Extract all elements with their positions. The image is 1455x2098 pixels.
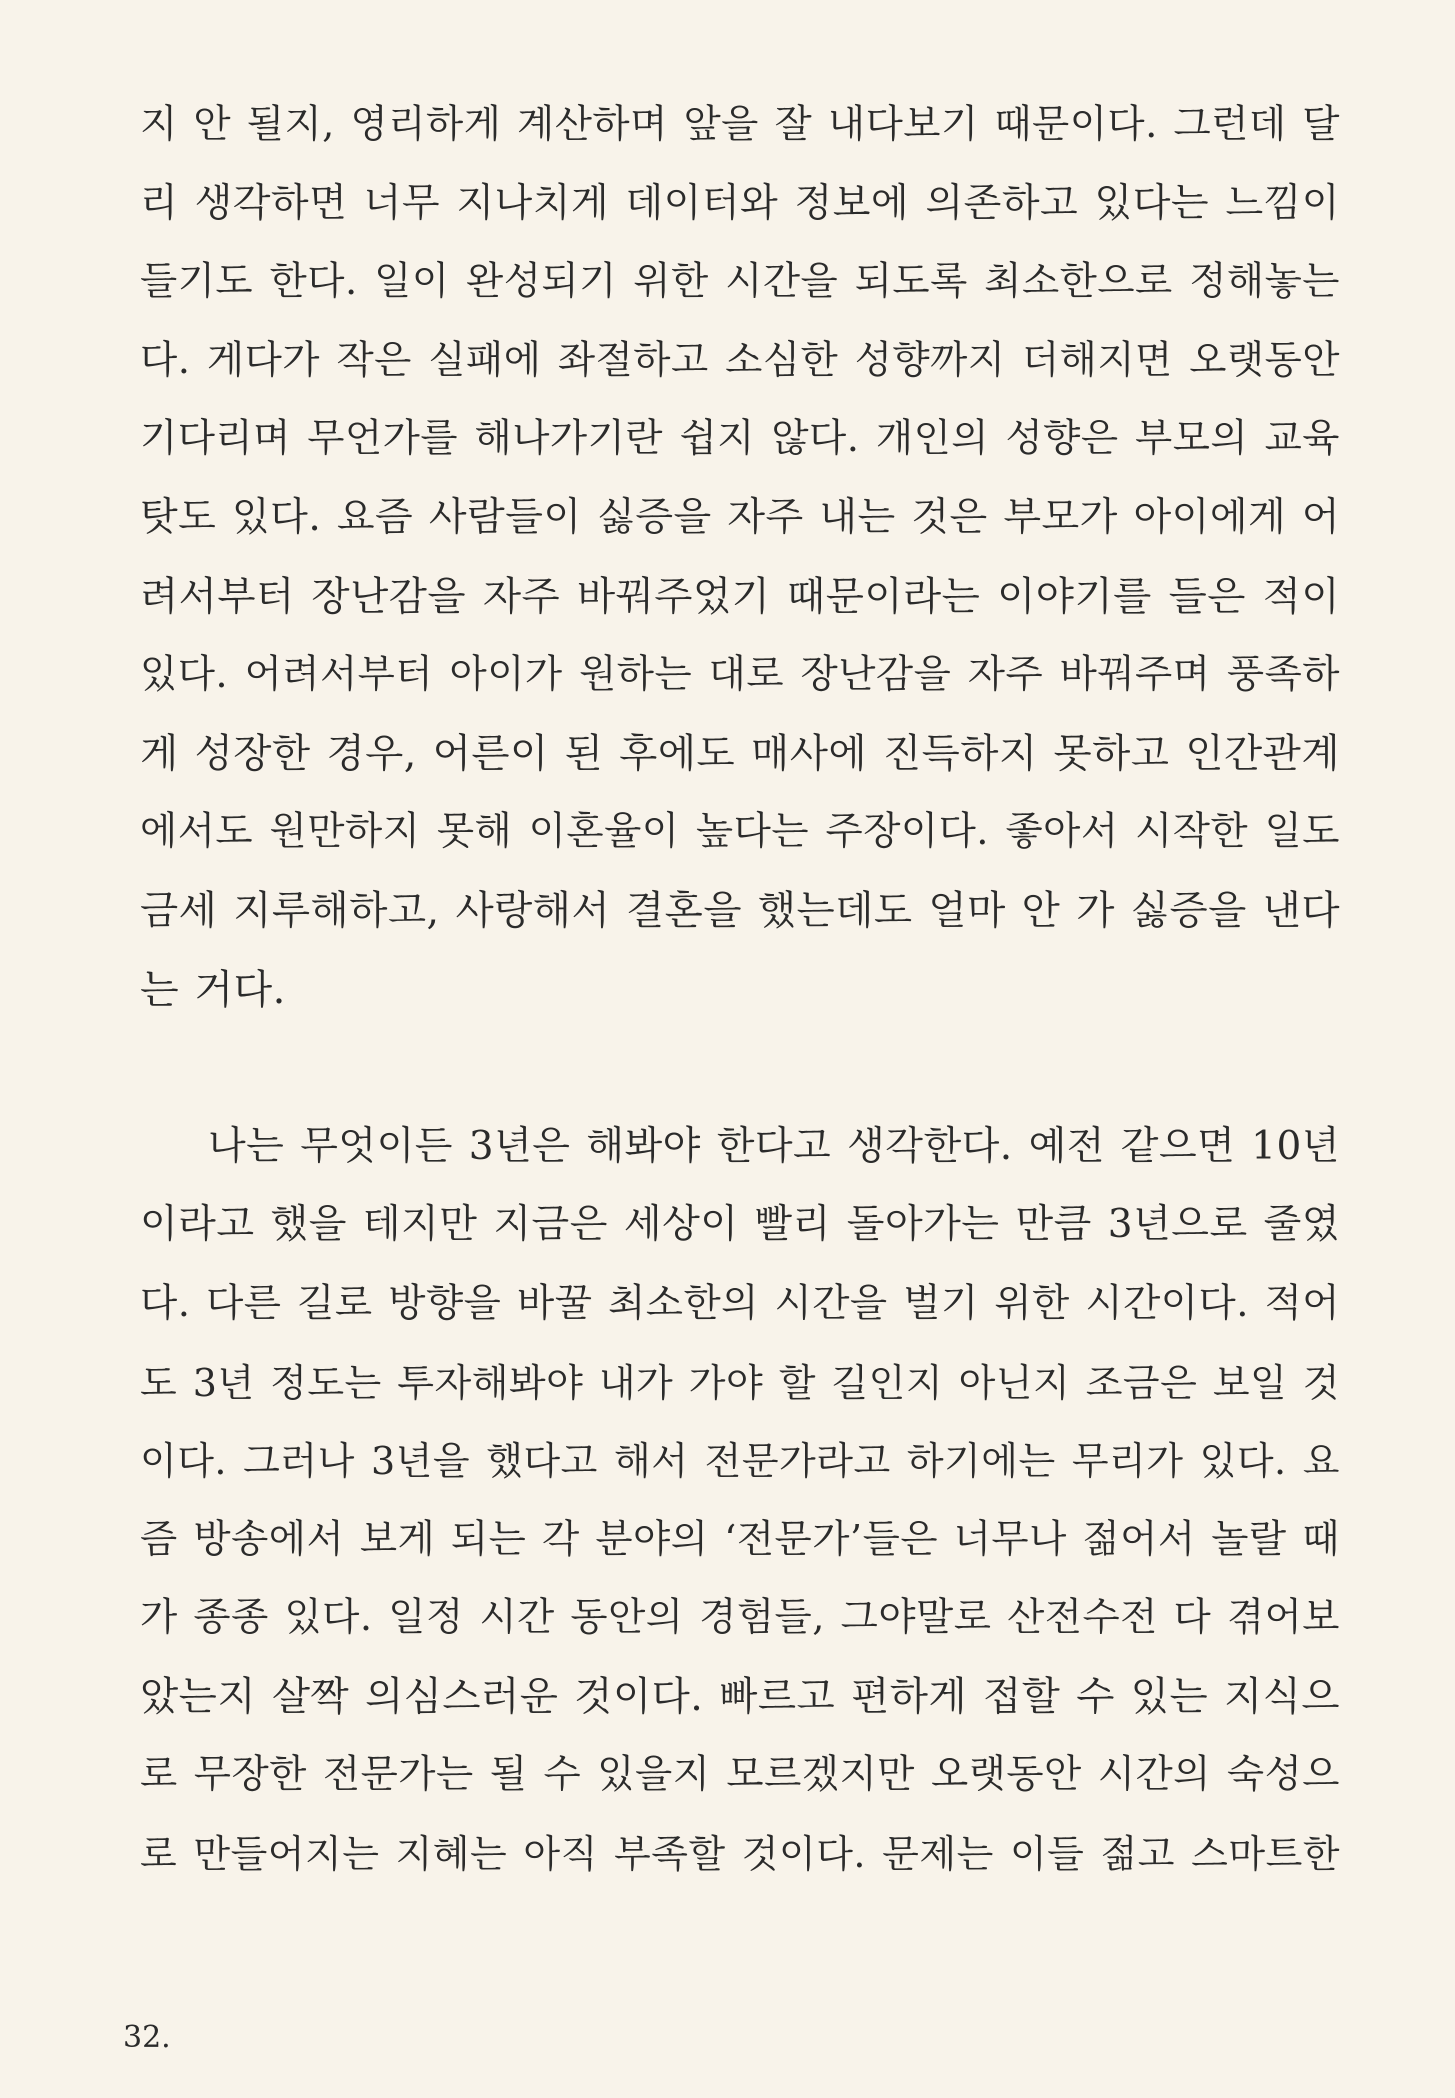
text-line: 탓도 있다. 요즘 사람들이 싫증을 자주 내는 것은 부모가 아이에게 어	[140, 494, 1340, 540]
text-line: 는 거다.	[140, 966, 286, 1013]
text-line: 이라고 했을 테지만 지금은 세상이 빨리 돌아가는 만큼 3년으로 줄였	[140, 1202, 1340, 1248]
text-line: 있다. 어려서부터 아이가 원하는 대로 장난감을 자주 바꿔주며 풍족하	[140, 652, 1340, 698]
text-line: 에서도 원만하지 못해 이혼율이 높다는 주장이다. 좋아서 시작한 일도	[140, 809, 1340, 855]
text-line: 리 생각하면 너무 지나치게 데이터와 정보에 의존하고 있다는 느낌이	[140, 180, 1340, 226]
text-line: 려서부터 장난감을 자주 바꿔주었기 때문이라는 이야기를 들은 적이	[140, 573, 1340, 620]
text-line: 았는지 살짝 의심스러운 것이다. 빠르고 편하게 접할 수 있는 지식으	[140, 1673, 1340, 1720]
text-line: 금세 지루해하고, 사랑해서 결혼을 했는데도 얼마 안 가 싫증을 낸다	[140, 887, 1340, 934]
text-line: 나는 무엇이든 3년은 해봐야 한다고 생각한다. 예전 같으면 10년	[208, 1123, 1340, 1169]
body-text	[140, 86, 1340, 1894]
text-line: 지 안 될지, 영리하게 계산하며 앞을 잘 내다보기 때문이다. 그런데 달	[140, 102, 1340, 147]
text-line: 다. 게다가 작은 실패에 좌절하고 소심한 성향까지 더해지면 오랫동안	[140, 337, 1340, 383]
text-line: 이다. 그러나 3년을 했다고 해서 전문가라고 하기에는 무리가 있다. 요	[140, 1439, 1340, 1484]
text-line: 로 만들어지는 지혜는 아직 부족할 것이다. 문제는 이들 젊고 스마트한	[140, 1832, 1340, 1877]
paragraph-1	[140, 86, 1340, 1029]
text-line: 들기도 한다. 일이 완성되기 위한 시간을 되도록 최소한으로 정해놓는	[140, 259, 1340, 305]
text-line: 게 성장한 경우, 어른이 된 후에도 매사에 진득하지 못하고 인간관계	[140, 730, 1340, 777]
page-number: 32.	[123, 2020, 171, 2055]
paragraph-2	[140, 1108, 1340, 1894]
text-line: 다. 다른 길로 방향을 바꿀 최소한의 시간을 벌기 위한 시간이다. 적어	[140, 1280, 1340, 1326]
text-line: 가 종종 있다. 일정 시간 동안의 경험들, 그야말로 산전수전 다 겪어보	[140, 1595, 1340, 1641]
text-line: 기다리며 무언가를 해나가기란 쉽지 않다. 개인의 성향은 부모의 교육	[140, 416, 1340, 462]
text-line: 도 3년 정도는 투자해봐야 내가 가야 할 길인지 아닌지 조금은 보일 것	[140, 1360, 1340, 1405]
text-line: 즘 방송에서 보게 되는 각 분야의 ‘전문가’들은 너무나 젊어서 놀랄 때	[140, 1516, 1340, 1562]
text-line: 로 무장한 전문가는 될 수 있을지 모르겠지만 오랫동안 시간의 숙성으	[140, 1752, 1340, 1798]
paragraph-spacer	[140, 1029, 1340, 1108]
